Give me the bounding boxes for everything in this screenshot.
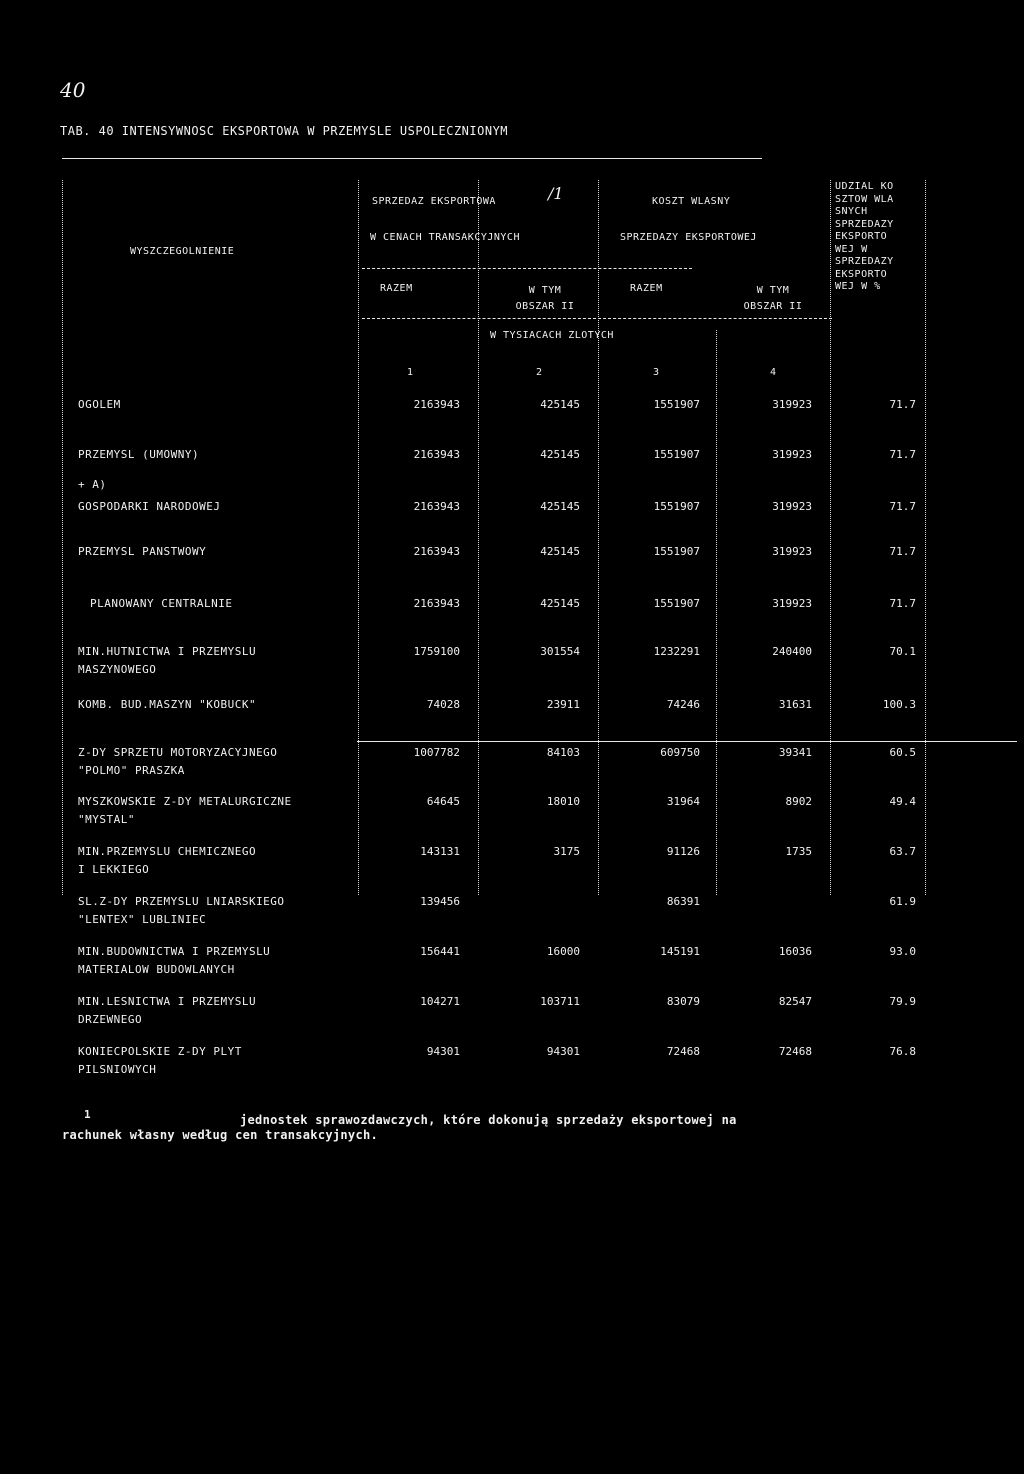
- colnum-4: 4: [770, 367, 777, 378]
- row-label: MIN.LESNICTWA I PRZEMYSLU: [78, 995, 257, 1008]
- cell: 319923: [772, 500, 812, 513]
- colnum-1: 1: [407, 367, 414, 378]
- cell: 3175: [553, 845, 580, 858]
- cell: 71.7: [889, 398, 916, 411]
- colnum-2: 2: [536, 367, 543, 378]
- cell: 74028: [426, 698, 460, 711]
- page-number: 40: [60, 78, 86, 102]
- row-label: "LENTEX" LUBLINIEC: [78, 913, 207, 926]
- cell: 301554: [540, 645, 580, 658]
- row-label: "MYSTAL": [78, 813, 135, 826]
- cell: 103711: [540, 995, 580, 1008]
- header-col5-line: SPRZEDAZY: [835, 256, 894, 267]
- cell: 425145: [540, 398, 580, 411]
- row-label: MASZYNOWEGO: [78, 663, 157, 676]
- cell: 2163943: [413, 545, 460, 558]
- header-col4: W TYM OBSZAR II: [743, 285, 803, 312]
- cell: 8902: [785, 795, 812, 808]
- cell: 23911: [546, 698, 580, 711]
- row-label: KONIECPOLSKIE Z-DY PLYT: [78, 1045, 242, 1058]
- cell: 84103: [546, 746, 580, 759]
- cell: 104271: [420, 995, 460, 1008]
- cell: 94301: [546, 1045, 580, 1058]
- cell: 91126: [666, 845, 700, 858]
- cell: 86391: [666, 895, 700, 908]
- header-col5-line: EKSPORTO: [835, 231, 888, 242]
- cell: 94301: [426, 1045, 460, 1058]
- cell: 39341: [778, 746, 812, 759]
- cell: 2163943: [413, 448, 460, 461]
- cell: 1007782: [413, 746, 460, 759]
- cell: 31631: [778, 698, 812, 711]
- cell: 145191: [660, 945, 700, 958]
- cell: 76.8: [889, 1045, 916, 1058]
- top-rule: [62, 158, 762, 159]
- cell: 2163943: [413, 597, 460, 610]
- cell: 156441: [420, 945, 460, 958]
- cell: 61.9: [889, 895, 916, 908]
- cell: 83079: [666, 995, 700, 1008]
- cell: 2163943: [413, 500, 460, 513]
- cell: 72468: [666, 1045, 700, 1058]
- row-label: PILSNIOWYCH: [78, 1063, 157, 1076]
- cell: 31964: [666, 795, 700, 808]
- header-col5-line: SNYCH: [835, 206, 868, 217]
- row-label: + A): [78, 478, 107, 491]
- cell: 1551907: [653, 545, 700, 558]
- col-separator-label: [358, 180, 359, 895]
- header-label-column: WYSZCZEGOLNIENIE: [130, 246, 235, 257]
- cell: 64645: [426, 795, 460, 808]
- cell: 49.4: [889, 795, 916, 808]
- col-separator-1: [478, 180, 479, 895]
- cell: 18010: [546, 795, 580, 808]
- cell: 2163943: [413, 398, 460, 411]
- header-col5-line: UDZIAL KO: [835, 181, 894, 192]
- header-footnote-ref: /1: [548, 184, 564, 203]
- cell: 1551907: [653, 500, 700, 513]
- cell: 609750: [660, 746, 700, 759]
- cell: 16036: [778, 945, 812, 958]
- row-label: KOMB. BUD.MASZYN "KOBUCK": [78, 698, 257, 711]
- cell: 74246: [666, 698, 700, 711]
- cell: 319923: [772, 597, 812, 610]
- cell: 139456: [420, 895, 460, 908]
- cell: 425145: [540, 500, 580, 513]
- table-left-border: [62, 180, 63, 895]
- cell: 1735: [785, 845, 812, 858]
- cell: 425145: [540, 597, 580, 610]
- cell: 72468: [778, 1045, 812, 1058]
- row-label: SL.Z-DY PRZEMYSLU LNIARSKIEGO: [78, 895, 285, 908]
- cell: 100.3: [882, 698, 916, 711]
- header-col5-line: SZTOW WLA: [835, 193, 894, 205]
- header-sales-group: SPRZEDAZ EKSPORTOWA: [372, 196, 496, 207]
- col-separator-4: [830, 180, 831, 895]
- cell: 319923: [772, 398, 812, 411]
- header-col3: RAZEM: [630, 283, 663, 294]
- header-cost-sub: SPRZEDAZY EKSPORTOWEJ: [620, 232, 757, 243]
- footnote-line-2: rachunek własny według cen transakcyjnych.: [62, 1128, 379, 1142]
- header-col5-line: EKSPORTO: [835, 268, 888, 280]
- cell: 319923: [772, 448, 812, 461]
- row-label: I LEKKIEGO: [78, 863, 150, 876]
- cell: 70.1: [889, 645, 916, 658]
- header-col2: W TYM OBSZAR II: [515, 285, 575, 312]
- header-col5-line: SPRZEDAZY: [835, 218, 894, 230]
- col-separator-3: [716, 330, 717, 895]
- cell: 71.7: [889, 545, 916, 558]
- cell: 63.7: [889, 845, 916, 858]
- header-cost-group: KOSZT WLASNY: [652, 196, 731, 207]
- row-label: MIN.HUTNICTWA I PRZEMYSLU: [78, 645, 257, 658]
- row-label: MATERIALOW BUDOWLANYCH: [78, 963, 235, 976]
- cell: 71.7: [889, 448, 916, 461]
- col-separator-2: [598, 180, 599, 895]
- cell: 425145: [540, 545, 580, 558]
- header-dashed-rule-2: [362, 318, 832, 319]
- cell: 425145: [540, 448, 580, 461]
- row-label: PRZEMYSL (UMOWNY): [78, 448, 200, 461]
- cell: 71.7: [889, 500, 916, 513]
- header-col5: [835, 181, 894, 294]
- footnote-line-1: jednostek sprawozdawczych, które dokonują sprzedaży eksportowej na: [240, 1113, 737, 1127]
- row-label: OGOLEM: [78, 398, 121, 411]
- header-col5-line: WEJ W %: [835, 281, 881, 292]
- row-label: "POLMO" PRASZKA: [78, 764, 185, 777]
- row-label: DRZEWNEGO: [78, 1013, 143, 1026]
- cell: 60.5: [889, 746, 916, 759]
- header-dashed-rule-1: [362, 268, 692, 269]
- cell: 240400: [772, 645, 812, 658]
- header-unit: W TYSIACACH ZLOTYCH: [490, 330, 614, 341]
- cell: 1551907: [653, 398, 700, 411]
- cell: 71.7: [889, 597, 916, 610]
- section-rule: [357, 741, 1017, 742]
- table-title: TAB. 40 INTENSYWNOSC EKSPORTOWA W PRZEMYSLE USPOLECZNIONYM: [60, 124, 509, 138]
- cell: 1551907: [653, 448, 700, 461]
- cell: 143131: [420, 845, 460, 858]
- row-label: MIN.PRZEMYSLU CHEMICZNEGO: [78, 845, 257, 858]
- cell: 319923: [772, 545, 812, 558]
- cell: 93.0: [889, 945, 916, 958]
- cell: 1759100: [413, 645, 460, 658]
- row-label: PRZEMYSL PANSTWOWY: [78, 545, 207, 558]
- row-label: MYSZKOWSKIE Z-DY METALURGICZNE: [78, 795, 292, 808]
- row-label: Z-DY SPRZETU MOTORYZACYJNEGO: [78, 746, 278, 759]
- header-col5-line: WEJ W: [835, 243, 868, 255]
- cell: 1551907: [653, 597, 700, 610]
- header-col1: RAZEM: [380, 283, 413, 294]
- row-label: GOSPODARKI NARODOWEJ: [78, 500, 221, 513]
- row-label: PLANOWANY CENTRALNIE: [90, 597, 233, 610]
- footnote-marker: 1: [84, 1108, 91, 1121]
- cell: 1232291: [653, 645, 700, 658]
- cell: 79.9: [889, 995, 916, 1008]
- colnum-3: 3: [653, 367, 660, 378]
- cell: 16000: [546, 945, 580, 958]
- cell: 82547: [778, 995, 812, 1008]
- header-sales-sub: W CENACH TRANSAKCYJNYCH: [370, 232, 520, 243]
- row-label: MIN.BUDOWNICTWA I PRZEMYSLU: [78, 945, 271, 958]
- table-right-border: [925, 180, 926, 895]
